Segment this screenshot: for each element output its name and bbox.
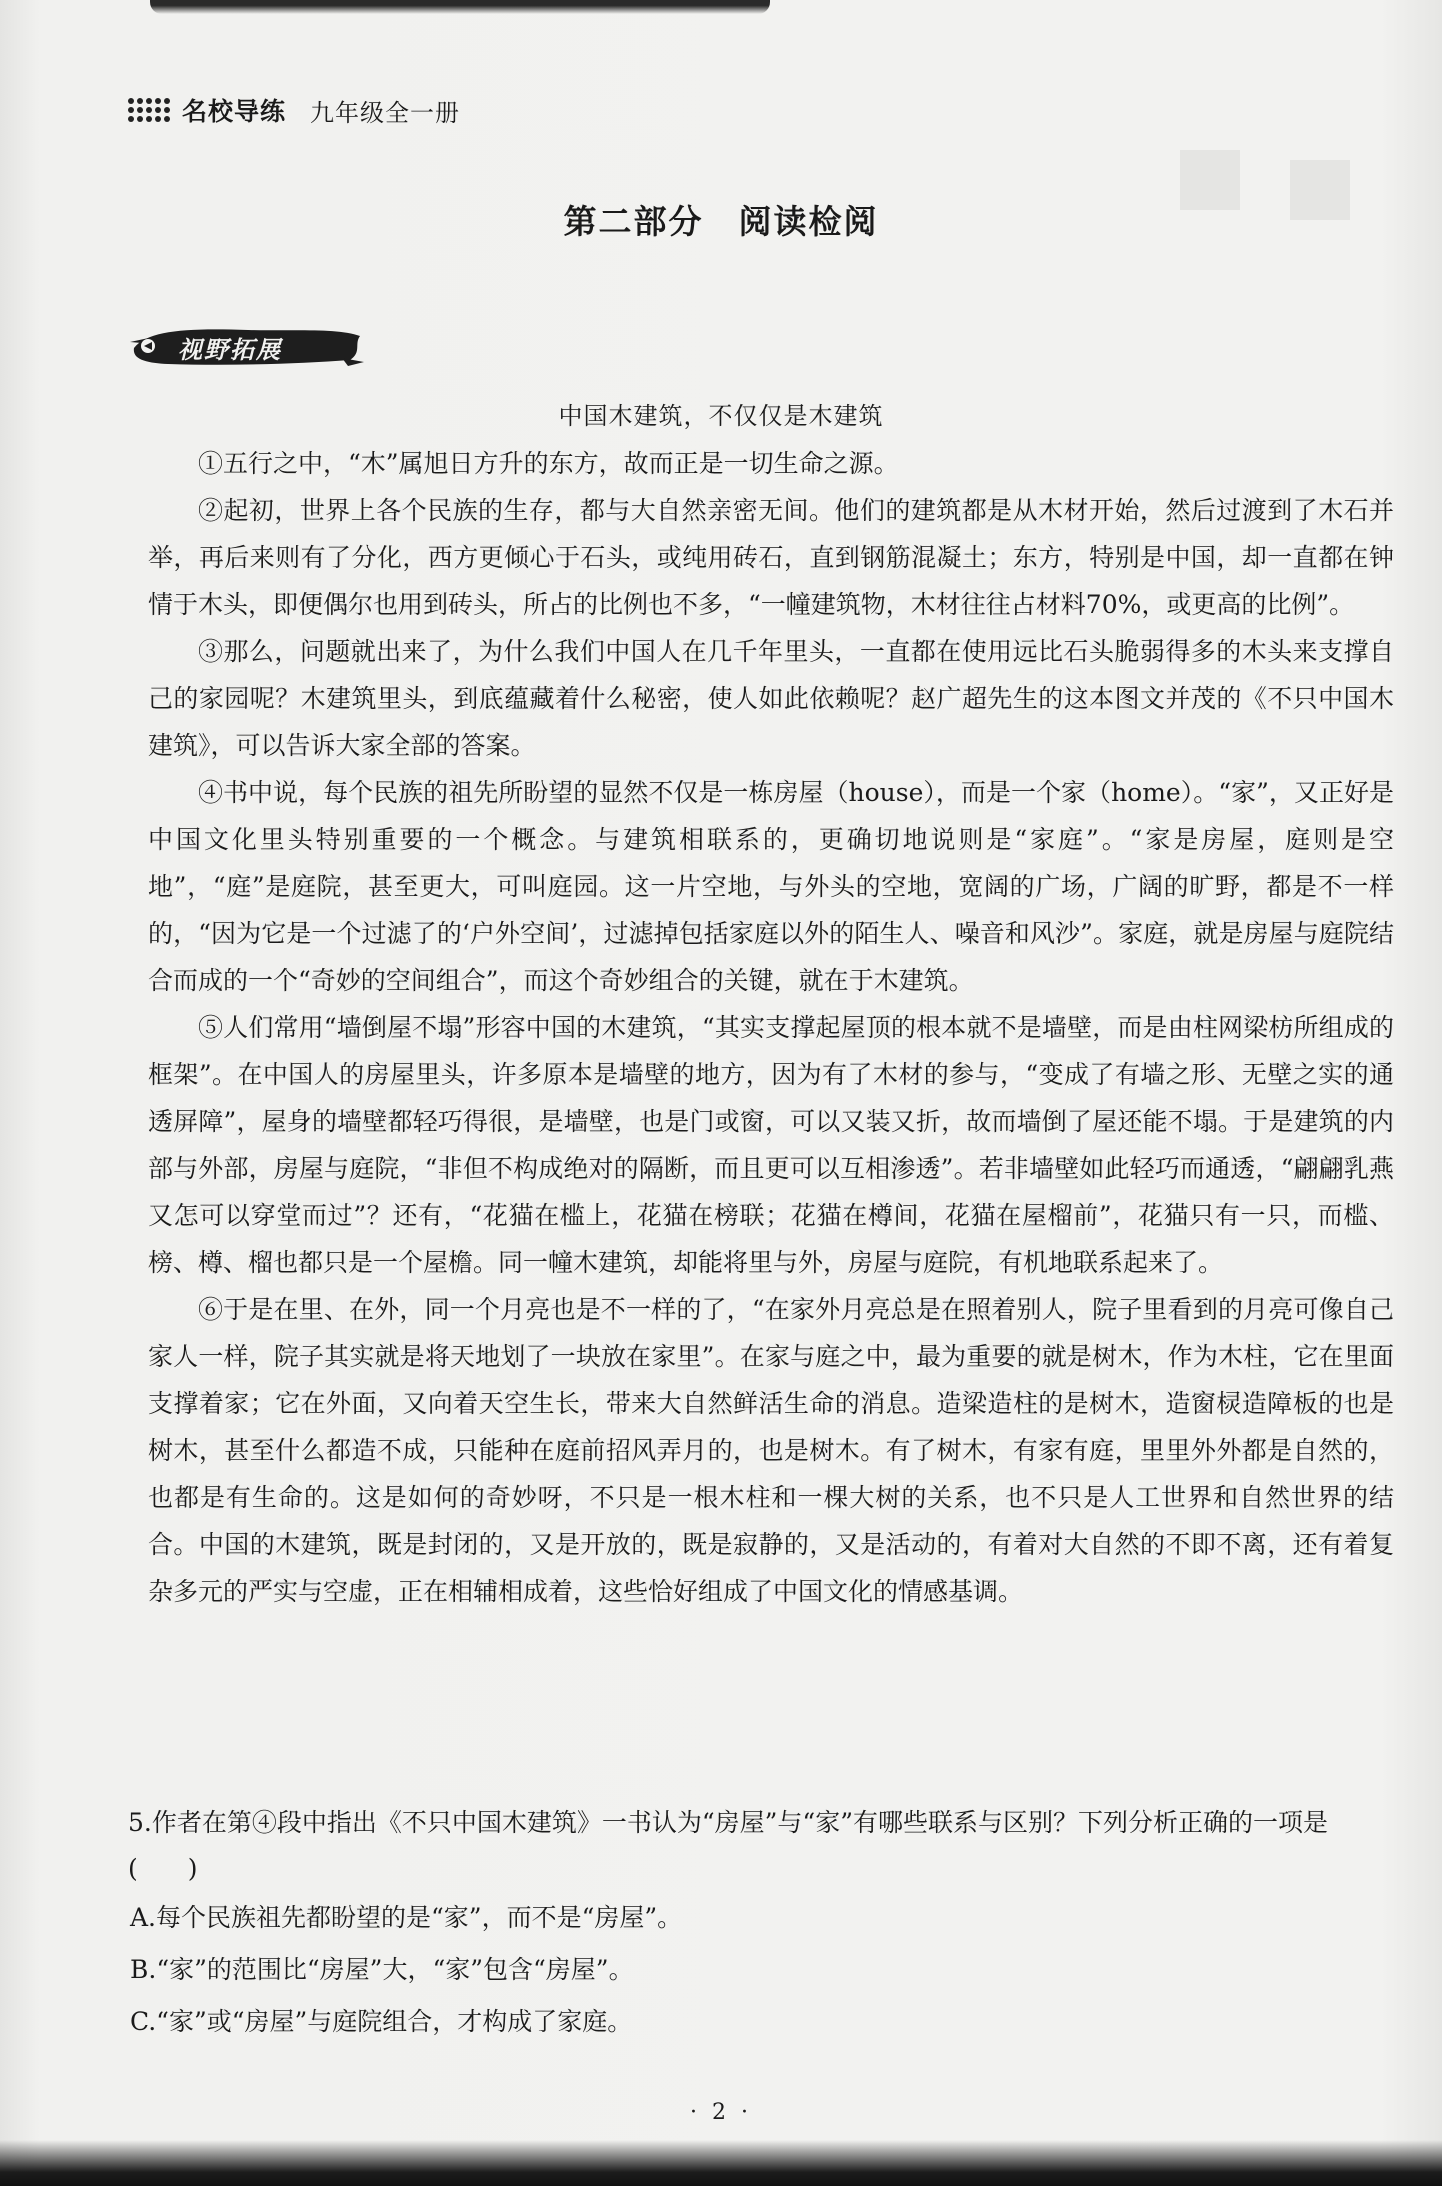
option-c: C.“家”或“房屋”与庭院组合，才构成了家庭。 (130, 2007, 633, 2036)
section-banner (128, 322, 364, 368)
book-grade: 九年级全一册 (310, 98, 461, 127)
paragraph: ②起初，世界上各个民族的生存，都与大自然亲密无间。他们的建筑都是从木材开始，然后过渡到了木石并举，再后来则有了分化，西方更倾心于石头，或纯用砖石，直到钢筋混凝土；东方，特别是中国，却一直都在钟情于木头，即便偶尔也用到砖头，所占的比例也不多，“一幢建筑物，木材往往占材料70%，或更高的比例”。 (148, 496, 1394, 619)
option-b: B.“家”的范围比“房屋”大，“家”包含“房屋”。 (130, 1955, 634, 1984)
paragraph: ⑥于是在里、在外，同一个月亮也是不一样的了，“在家外月亮总是在照着别人，院子里看到的月亮可像自己家人一样，院子其实就是将天地划了一块放在家里”。在家与庭之中，最为重要的就是树木，作为木柱，它在里面支撑着家；它在外面，又向着天空生长，带来大自然鲜活生命的消息。造梁造柱的是树木，造窗棂造障板的也是树木，甚至什么都造不成，只能种在庭前招风弄月的，也是树木。有了树木，有家有庭，里里外外都是自然的，也都是有生命的。这是如何的奇妙呀，不只是一根木柱和一棵大树的关系，也不只是人工世界和自然世界的结合。中国的木建筑，既是封闭的，又是开放的，既是寂静的，又是活动的，有着对大自然的不即不离，还有着复杂多元的严实与空虚，正在相辅相成着，这些恰好组成了中国文化的情感基调。 (148, 1295, 1394, 1606)
paragraph: ⑤人们常用“墙倒屋不塌”形容中国的木建筑，“其实支撑起屋顶的根本就不是墙壁，而是由柱网梁枋所组成的框架”。在中国人的房屋里头，许多原本是墙壁的地方，因为有了木材的参与，“变成了有墙之形、无壁之实的通透屏障”，屋身的墙壁都轻巧得很，是墙壁，也是门或窗，可以又装又折，故而墙倒了屋还能不塌。于是建筑的内部与外部，房屋与庭院，“非但不构成绝对的隔断，而且更可以互相渗透”。若非墙壁如此轻巧而通透，“翩翩乳燕又怎可以穿堂而过”？还有，“花猫在槛上，花猫在榜联；花猫在樽间，花猫在屋榴前”，花猫只有一只，而槛、榜、樽、榴也都只是一个屋檐。同一幢木建筑，却能将里与外，房屋与庭院，有机地联系起来了。 (148, 1013, 1394, 1277)
article-title: 中国木建筑，不仅仅是木建筑 (558, 402, 884, 430)
banner-label: 视野拓展 (178, 335, 282, 364)
section-title: 第二部分 阅读检阅 (563, 202, 879, 241)
option-a: A.每个民族祖先都盼望的是“家”，而不是“房屋”。 (130, 1903, 683, 1932)
page-number: · 2 · (690, 2100, 752, 2125)
article-body (148, 440, 1394, 1615)
question-stem: 5.作者在第④段中指出《不只中国木建筑》一书认为“房屋”与“家”有哪些联系与区别？下列分析正确的一项是( ) (128, 1808, 1328, 1883)
scan-shadow-bottom (0, 2140, 1442, 2186)
dots-logo-icon (128, 98, 170, 122)
paragraph: ①五行之中，“木”属旭日方升的东方，故而正是一切生命之源。 (198, 449, 899, 478)
paragraph: ③那么，问题就出来了，为什么我们中国人在几千年里头，一直都在使用远比石头脆弱得多的木头来支撑自己的家园呢？木建筑里头，到底蕴藏着什么秘密，使人如此依赖呢？赵广超先生的这本图文并茂的《不只中国木建筑》，可以告诉大家全部的答案。 (148, 637, 1394, 760)
book-header (128, 92, 460, 128)
book-brand: 名校导练 (182, 97, 287, 126)
question-5 (128, 1800, 1394, 2048)
scan-shadow-top (150, 0, 770, 14)
paragraph: ④书中说，每个民族的祖先所盼望的显然不仅是一栋房屋（house），而是一个家（home）。“家”，又正好是中国文化里头特别重要的一个概念。与建筑相联系的，更确切地说则是“家庭”。“家是房屋，庭则是空地”，“庭”是庭院，甚至更大，可叫庭园。这一片空地，与外头的空地，宽阔的广场，广阔的旷野，都是不一样的，“因为它是一个过滤了的‘户外空间’，过滤掉包括家庭以外的陌生人、噪音和风沙”。家庭，就是房屋与庭院结合而成的一个“奇妙的空间组合”，而这个奇妙组合的关键，就在于木建筑。 (148, 778, 1394, 995)
